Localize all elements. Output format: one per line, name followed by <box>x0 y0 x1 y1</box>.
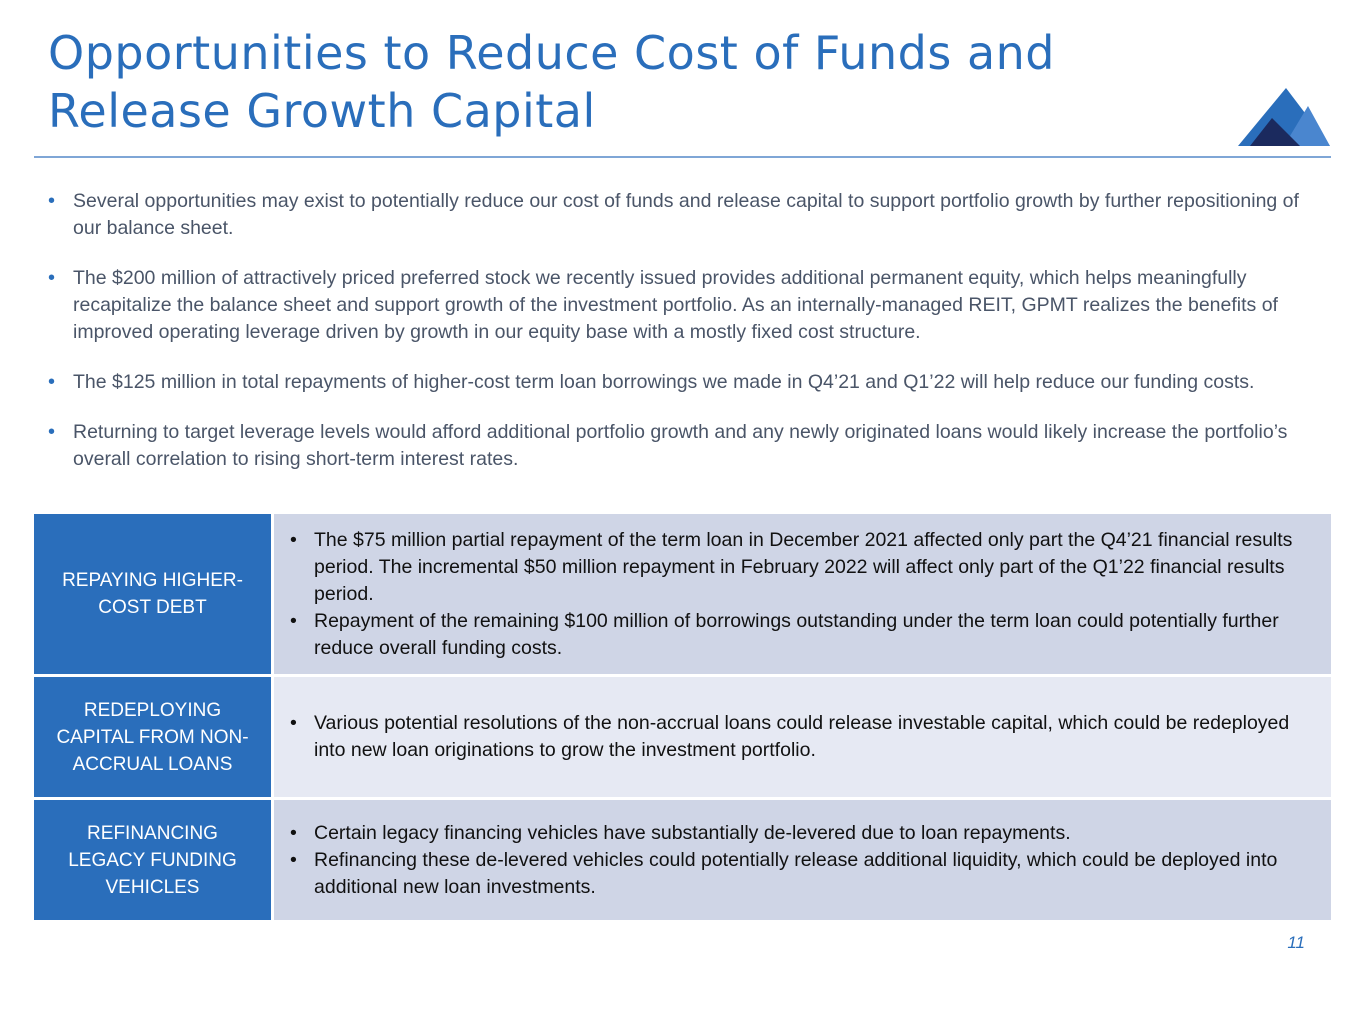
intro-bullet-text: Returning to target leverage levels would afford additional portfolio growth and any newly originated loans would likely increase the portfolio’s overall correlation to rising short-term interest rates. <box>73 421 1288 470</box>
row-bullet <box>286 820 1317 847</box>
bullet-icon: • <box>48 190 56 212</box>
row-bullet <box>286 710 1317 764</box>
row-body <box>274 677 1331 797</box>
bullet-icon: • <box>48 421 56 443</box>
intro-bullet <box>48 419 1318 473</box>
intro-bullet-text: The $200 million of attractively priced preferred stock we recently issued provides additional permanent equity, which helps meaningfully recapitalize the balance sheet and support growth of the investment portfolio. As an internally-managed REIT, GPMT realizes the benefits of improved operating leverage driven by growth in our equity base with a mostly fixed cost structure. <box>73 267 1278 343</box>
row-bullet <box>286 527 1317 608</box>
page-title-line-2: Release Growth Capital <box>48 84 596 138</box>
intro-bullet-list <box>48 188 1318 496</box>
row-bullet <box>286 847 1317 901</box>
table-row-refinancing-vehicles <box>34 800 1331 923</box>
bullet-icon: • <box>290 821 297 844</box>
row-label: REFINANCING LEGACY FUNDING VEHICLES <box>34 800 274 920</box>
row-bullet-text: Repayment of the remaining $100 million of borrowings outstanding under the term loan could potentially further reduce overall funding costs. <box>314 609 1279 659</box>
bullet-icon: • <box>48 267 56 289</box>
row-bullet <box>286 608 1317 662</box>
mountain-logo-icon <box>1236 86 1332 148</box>
bullet-icon: • <box>290 609 297 632</box>
page-number: 11 <box>1287 933 1305 952</box>
row-label: REDEPLOYING CAPITAL FROM NON-ACCRUAL LOANS <box>34 677 274 797</box>
row-body <box>274 514 1331 674</box>
table-row-repaying-debt <box>34 514 1331 677</box>
intro-bullet <box>48 265 1318 346</box>
bullet-icon: • <box>290 848 297 871</box>
row-bullet-text: The $75 million partial repayment of the term loan in December 2021 affected only part the Q4’21 financial results period. The incremental $50 million repayment in February 2022 will affect only part of the Q1’22 financial results period. <box>314 528 1293 605</box>
intro-bullet-text: The $125 million in total repayments of higher-cost term loan borrowings we made in Q4’21 and Q1’22 will help reduce our funding costs. <box>73 371 1255 393</box>
page-title <box>48 24 1148 140</box>
row-bullet-text: Certain legacy financing vehicles have substantially de-levered due to loan repayments. <box>314 821 1071 844</box>
row-label: REPAYING HIGHER-COST DEBT <box>34 514 274 674</box>
row-bullet-text: Various potential resolutions of the non-accrual loans could release investable capital, which could be redeployed into new loan originations to grow the investment portfolio. <box>314 712 1290 761</box>
intro-bullet <box>48 188 1318 242</box>
table-row-redeploying-capital <box>34 677 1331 800</box>
bullet-icon: • <box>290 712 297 734</box>
bullet-icon: • <box>290 528 297 551</box>
intro-bullet-text: Several opportunities may exist to potentially reduce our cost of funds and release capital to support portfolio growth by further repositioning of our balance sheet. <box>73 190 1299 239</box>
page-title-line-1: Opportunities to Reduce Cost of Funds and <box>48 26 1055 80</box>
row-bullet-text: Refinancing these de-levered vehicles could potentially release additional liquidity, which could be deployed into additional new loan investments. <box>314 848 1278 898</box>
bullet-icon: • <box>48 371 56 393</box>
opportunities-table <box>34 514 1331 923</box>
title-divider <box>34 156 1331 158</box>
intro-bullet <box>48 369 1318 396</box>
row-body <box>274 800 1331 920</box>
